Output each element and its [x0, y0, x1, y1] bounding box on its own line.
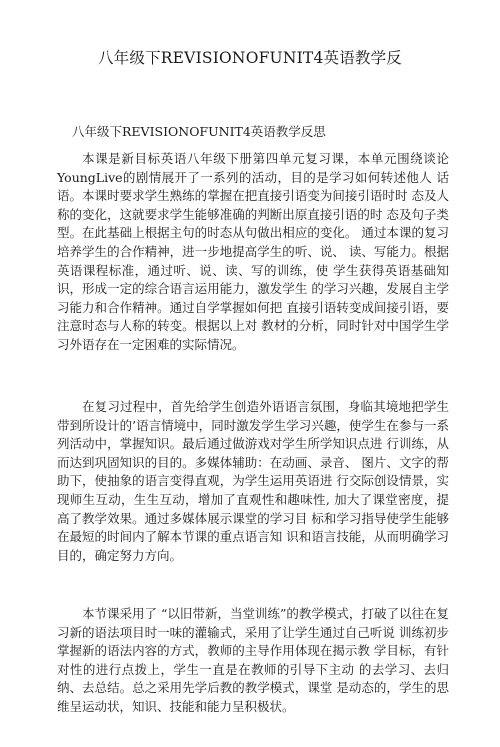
document-title: 八年级下REVISIONOFUNIT4英语教学反: [97, 49, 403, 67]
document-subtitle: 八年级下REVISIONOFUNIT4英语教学反思: [72, 124, 326, 139]
paragraph-intro: 本课是新目标英语八年级下册第四单元复习课，本单元围绕谈论YoungLive的剧情展开了一系列的活动，目的是学习如何转述他人 话语。本课时要求学生熟练的掌握在把直接引语变为间接引语时时 态及人称的变化，这就要求学生能够准确的判断出原直接引语的时 态及句子类型。在此基础上根据主句的时态从句做出相应的变化。 通过本课的复习培养学生的合作精神，进一步地提高学生的听、说、 读、写能力。根据英语课程标准，通过听、说、读、写的训练，使 学生获得英语基础知识，形成一定的综合语言运用能力，激发学生 的学习兴趣，发展自主学习能力和合作精神。通过自学掌握如何把 直接引语转变成间接引语，要注意时态与人称的转变。根据以上对 教材的分析，同时针对中国学生学习外语存在一定困难的实际情况。: [57, 151, 449, 352]
paragraph-teaching-mode: 本节课采用了 “以旧带新，当堂训练”的教学模式，打破了以往在复习新的语法项目时一味的灌输式，采用了让学生通过自己听说 训练初步掌握新的语法内容的方式，教师的主导作用体现在揭示教 学目标，有针对性的进行点拨上，学生一直是在教师的引导下主动 的去学习、去归纳、去总结。总之采用先学后教的教学模式，课堂 是动态的，学生的思维呈运动状，知识、技能和能力呈积极状。: [57, 606, 449, 714]
paragraph-review-process: 在复习过程中，首先给学生创造外语语言氛围，身临其境地把学生带到所设计的’语言情境中，同时激发学生学习兴趣，使学生在参与一系列活动中，掌握知识。最后通过做游戏对学生所学知识点进 行训练，从而达到巩固知识的目的。多媒体辅助：在动画、录音、 图片、文字的帮助下，使抽象的语言变得直观，为学生运用英语进 行交际创设情景，实现师生互动，生生互动，增加了直观性和趣味性, 加大了课堂密度，提高了教学效果。通过多媒体展示课堂的学习目 标和学习指导使学生能够在最短的时间内了解本节课的重点语言知 识和语言技能，从而明确学习目的，确定努力方向。: [57, 399, 449, 563]
